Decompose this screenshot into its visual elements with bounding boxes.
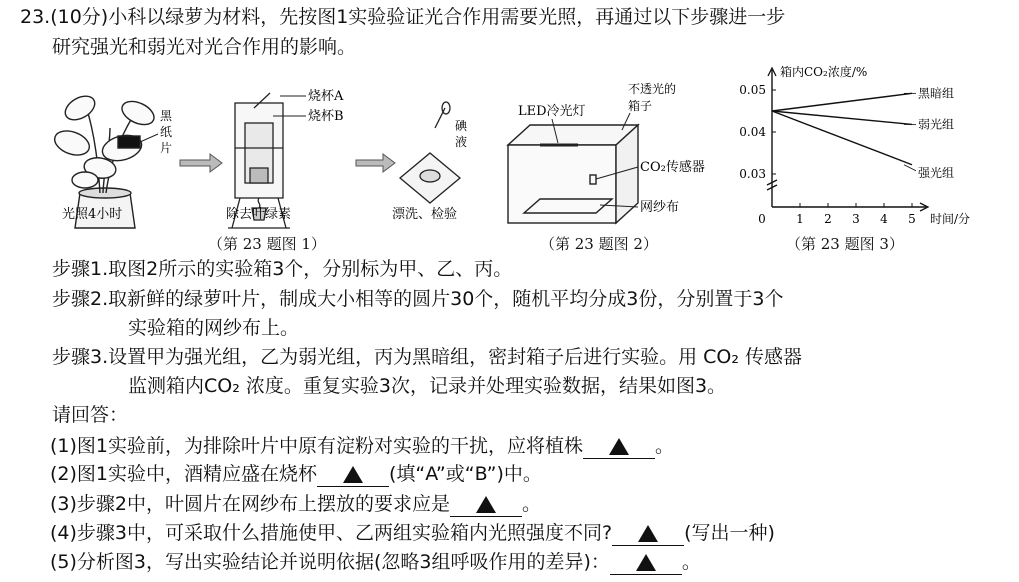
question-1-text: (1)图1实验前，为排除叶片中原有淀粉对实验的干扰，应将植株: [50, 435, 584, 457]
box-label-2: 箱子: [628, 99, 653, 113]
series-line-2: [772, 111, 912, 124]
step-3-line2: 监测箱内CO₂ 浓度。重复实验3次，记录并处理实验数据，结果如图3。: [128, 375, 727, 397]
y-tick-label: 0.05: [739, 83, 766, 97]
beaker-a-label: 烧杯A: [308, 89, 344, 104]
triangle-marker-icon: [343, 466, 363, 483]
black-paper-label-2: 纸: [160, 125, 173, 139]
mesh-label: 网纱布: [640, 200, 680, 215]
answer-blank-5[interactable]: [610, 550, 682, 575]
question-2: [50, 461, 542, 487]
x-tick-label: 1: [796, 212, 804, 226]
answer-prompt: 请回答：: [52, 404, 129, 426]
question-1: [50, 433, 674, 459]
step-1: 步骤1.取图2所示的实验箱3个，分别标为甲、乙、丙。: [52, 258, 513, 280]
series-line-3: [772, 111, 912, 165]
question-3-text: (3)步骤2中，叶圆片在网纱布上摆放的要求应是: [50, 493, 451, 515]
step-caption-1: 光照4小时: [62, 207, 123, 222]
arrow-right-icon: [356, 154, 395, 172]
question-header-line1: 23.(10分)小科以绿萝为材料，先按图1实验验证光合作用需要光照，再通过以下步骤进一步: [20, 6, 786, 28]
series-label-1: 黑暗组: [918, 86, 955, 101]
series-label-3: 强光组: [918, 165, 955, 180]
x-tick-label: 2: [824, 212, 832, 226]
question-3: [50, 491, 541, 517]
triangle-marker-icon: [636, 554, 656, 571]
step-caption-2: 除去叶绿素: [226, 207, 292, 222]
question-5: [50, 549, 701, 575]
led-label: LED冷光灯: [518, 104, 586, 119]
x-axis-label: 时间/分: [930, 212, 970, 226]
step-caption-3: 漂洗、检验: [392, 207, 458, 222]
y-tick-label: 0.04: [739, 125, 766, 139]
triangle-marker-icon: [609, 438, 629, 455]
question-header-line2: 研究强光和弱光对光合作用的影响。: [52, 36, 357, 58]
question-2-text: (2)图1实验中，酒精应盛在烧杯: [50, 463, 318, 485]
answer-blank-3[interactable]: [450, 492, 522, 517]
box-label-1: 不透光的: [628, 82, 677, 96]
x-tick-label: 5: [908, 212, 916, 226]
petri-dish-icon: [400, 102, 460, 203]
answer-blank-4[interactable]: [612, 521, 684, 546]
x-tick-label: 0: [758, 212, 766, 226]
question-3-end: 。: [522, 493, 542, 515]
series-leader-3: [904, 165, 916, 171]
co2-sensor-label: CO₂传感器: [640, 160, 705, 175]
question-5-end: 。: [681, 551, 701, 573]
question-2-end: (填“A”或“B”)中。: [389, 463, 542, 485]
iodine-label-1: 碘: [455, 119, 468, 133]
figure2-illustration: [500, 75, 730, 235]
iodine-label-2: 液: [455, 135, 468, 149]
x-tick-label: 4: [880, 212, 888, 226]
figure3-caption: （第 23 题图 3）: [786, 235, 904, 253]
answer-blank-2[interactable]: [317, 462, 389, 487]
answer-blank-1[interactable]: [583, 434, 655, 459]
question-4-text: (4)步骤3中，可采取什么措施使甲、乙两组实验箱内光照强度不同?: [50, 522, 613, 544]
beaker-b-label: 烧杯B: [308, 109, 344, 124]
step-3-line1: 步骤3.设置甲为强光组，乙为弱光组，丙为黑暗组，密封箱子后进行实验。用 CO₂ 传感器: [52, 346, 803, 368]
series-label-2: 弱光组: [918, 117, 955, 132]
y-axis-label: 箱内CO₂浓度/%: [780, 65, 868, 79]
figure1-caption: （第 23 题图 1）: [208, 235, 326, 253]
x-tick-label: 3: [852, 212, 860, 226]
black-paper-label-3: 片: [160, 141, 173, 155]
y-tick-label: 0.03: [739, 167, 766, 181]
arrow-right-icon: [180, 154, 222, 172]
co2-concentration-chart: [730, 62, 970, 232]
triangle-marker-icon: [638, 525, 658, 542]
figure1-illustration: [40, 68, 470, 238]
question-5-text: (5)分析图3，写出实验结论并说明依据(忽略3组呼吸作用的差异)：: [50, 551, 610, 573]
question-4: [50, 520, 775, 546]
light-proof-box-icon: [508, 125, 638, 223]
question-1-end: 。: [655, 435, 675, 457]
step-2-line2: 实验箱的网纱布上。: [128, 317, 300, 339]
triangle-marker-icon: [476, 496, 496, 513]
figure2-caption: （第 23 题图 2）: [540, 235, 658, 253]
step-2-line1: 步骤2.取新鲜的绿萝叶片，制成大小相等的圆片30个，随机平均分成3份，分别置于3个: [52, 288, 784, 310]
question-4-end: (写出一种): [684, 522, 775, 544]
series-line-1: [772, 93, 912, 111]
black-paper-label-1: 黑: [160, 109, 173, 123]
